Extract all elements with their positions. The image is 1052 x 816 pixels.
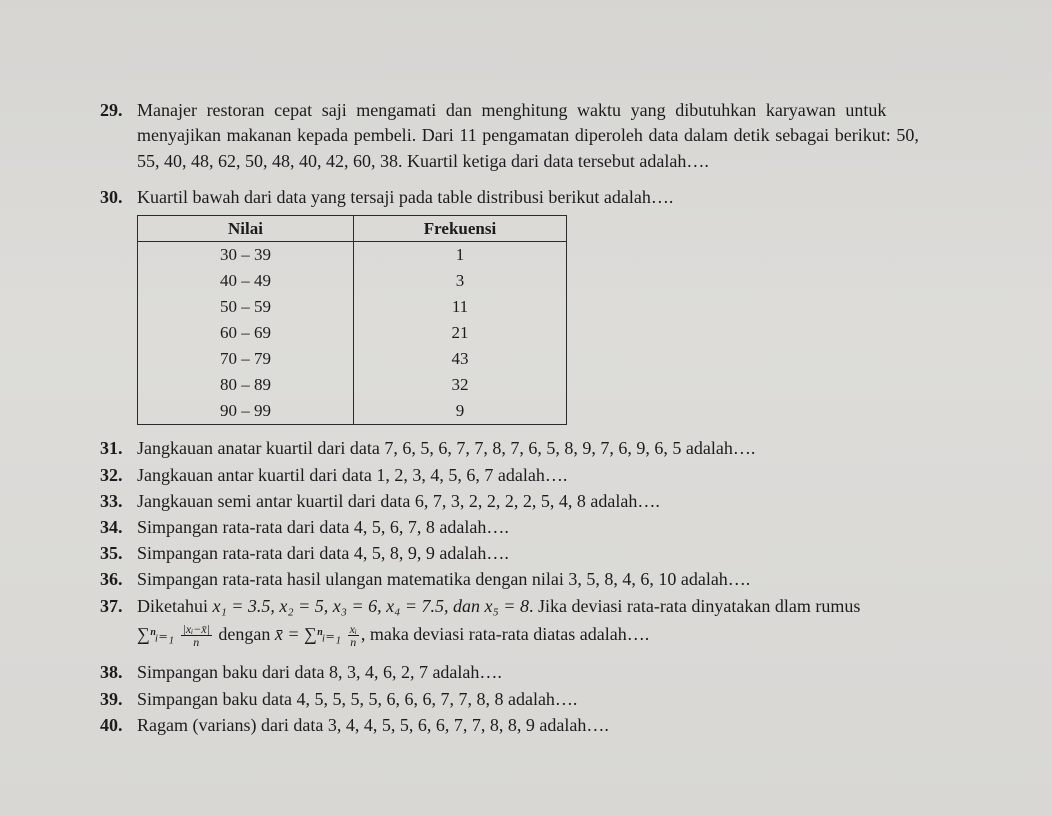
table-row [138, 242, 567, 269]
question-37-formula-line [137, 623, 649, 659]
table-row [138, 268, 567, 294]
cell-nilai: 40 – 49 [138, 268, 354, 294]
question-31 [100, 437, 900, 461]
question-text: Jangkauan anatar kuartil dari data 7, 6, 5, 6, 7, 7, 8, 7, 6, 5, 8, 9, 7, 6, 9, 6, 5 adalah…. [137, 438, 756, 458]
variable-values: x₁ = 3.5, x₂ = 5, x₃ = 6, x₄ = 7.5, dan x₅ = 8 [212, 596, 529, 616]
question-text-line-1 [137, 595, 860, 617]
question-number: 35. [100, 543, 123, 563]
question-text: Ragam (varians) dari data 3, 4, 4, 5, 5, 6, 6, 7, 7, 8, 8, 9 adalah…. [137, 715, 609, 735]
cell-nilai: 70 – 79 [138, 346, 354, 372]
fraction-denominator: n [350, 635, 357, 650]
question-number: 31. [100, 438, 123, 458]
question-number: 29. [100, 100, 123, 120]
question-30 [100, 186, 800, 210]
cell-frekuensi: 9 [354, 398, 567, 425]
cell-nilai: 50 – 59 [138, 294, 354, 320]
question-number: 36. [100, 569, 123, 589]
cell-frekuensi: 32 [354, 372, 567, 398]
cell-nilai: 80 – 89 [138, 372, 354, 398]
table-header-row [138, 216, 567, 242]
column-header-nilai: Nilai [138, 216, 354, 242]
cell-frekuensi: 1 [354, 242, 567, 269]
question-32 [100, 464, 800, 488]
question-40 [100, 714, 800, 738]
question-text-line-2: menyajikan makanan kepada pembeli. Dari 11 pengamatan diperoleh data dalam detik sebagai berikut: 50, [137, 125, 919, 145]
question-38 [100, 661, 800, 685]
table-row [138, 372, 567, 398]
cell-frekuensi: 43 [354, 346, 567, 372]
question-number: 32. [100, 465, 123, 485]
question-text: Simpangan baku data 4, 5, 5, 5, 5, 6, 6, 6, 7, 7, 8, 8 adalah…. [137, 689, 578, 709]
question-ending: , maka deviasi rata-rata diatas adalah…. [360, 624, 650, 644]
question-text: Kuartil bawah dari data yang tersaji pada table distribusi berikut adalah…. [137, 187, 674, 207]
cell-nilai: 90 – 99 [138, 398, 354, 425]
connector-text: dengan [218, 624, 271, 644]
question-35 [100, 542, 800, 566]
question-33 [100, 490, 800, 514]
question-text: Simpangan rata-rata dari data 4, 5, 8, 9, 9 adalah…. [137, 543, 509, 563]
question-text: Simpangan rata-rata dari data 4, 5, 6, 7, 8 adalah…. [137, 517, 509, 537]
column-header-frekuensi: Frekuensi [354, 216, 567, 242]
question-29 [100, 99, 1030, 189]
question-34 [100, 516, 800, 540]
question-number: 37. [100, 596, 123, 616]
fraction-numerator: xᵢ [349, 622, 357, 637]
question-number: 40. [100, 715, 123, 735]
table-row [138, 294, 567, 320]
question-37 [100, 595, 1030, 619]
table-row [138, 320, 567, 346]
fraction-denominator: n [193, 635, 200, 650]
mean-fraction [348, 623, 359, 648]
table-row [138, 346, 567, 372]
question-36 [100, 568, 900, 592]
deviation-fraction [181, 623, 212, 648]
cell-frekuensi: 11 [354, 294, 567, 320]
question-text: Simpangan rata-rata hasil ulangan matematika dengan nilai 3, 5, 8, 4, 6, 10 adalah…. [137, 569, 751, 589]
question-text: Jangkauan semi antar kuartil dari data 6, 7, 3, 2, 2, 2, 2, 5, 4, 8 adalah…. [137, 491, 660, 511]
summation-symbol: ∑ⁿᵢ₌₁ [137, 624, 175, 644]
question-number: 34. [100, 517, 123, 537]
question-text: Simpangan baku dari data 8, 3, 4, 6, 2, 7 adalah…. [137, 662, 502, 682]
frequency-table [137, 215, 567, 425]
question-number: 39. [100, 689, 123, 709]
question-prefix: Diketahui [137, 596, 208, 616]
table-row [138, 398, 567, 425]
fraction-numerator: |xᵢ−x̄| [182, 622, 210, 637]
question-suffix: . Jika deviasi rata-rata dinyatakan dlam rumus [528, 596, 861, 616]
cell-frekuensi: 21 [354, 320, 567, 346]
question-number: 30. [100, 187, 123, 207]
cell-frekuensi: 3 [354, 268, 567, 294]
cell-nilai: 30 – 39 [138, 242, 354, 269]
question-number: 38. [100, 662, 123, 682]
question-39 [100, 688, 800, 712]
question-number: 33. [100, 491, 123, 511]
mean-formula: x̄ = ∑ⁿᵢ₌₁ [274, 624, 342, 644]
cell-nilai: 60 – 69 [138, 320, 354, 346]
question-text: Jangkauan antar kuartil dari data 1, 2, 3, 4, 5, 6, 7 adalah…. [137, 465, 568, 485]
question-text-line-3: 55, 40, 48, 62, 50, 48, 40, 42, 60, 38. Kuartil ketiga dari data tersebut adalah…. [137, 151, 709, 171]
question-text-line-1: Manajer restoran cepat saji mengamati dan menghitung waktu yang dibutuhkan karyawan untuk [137, 100, 887, 120]
